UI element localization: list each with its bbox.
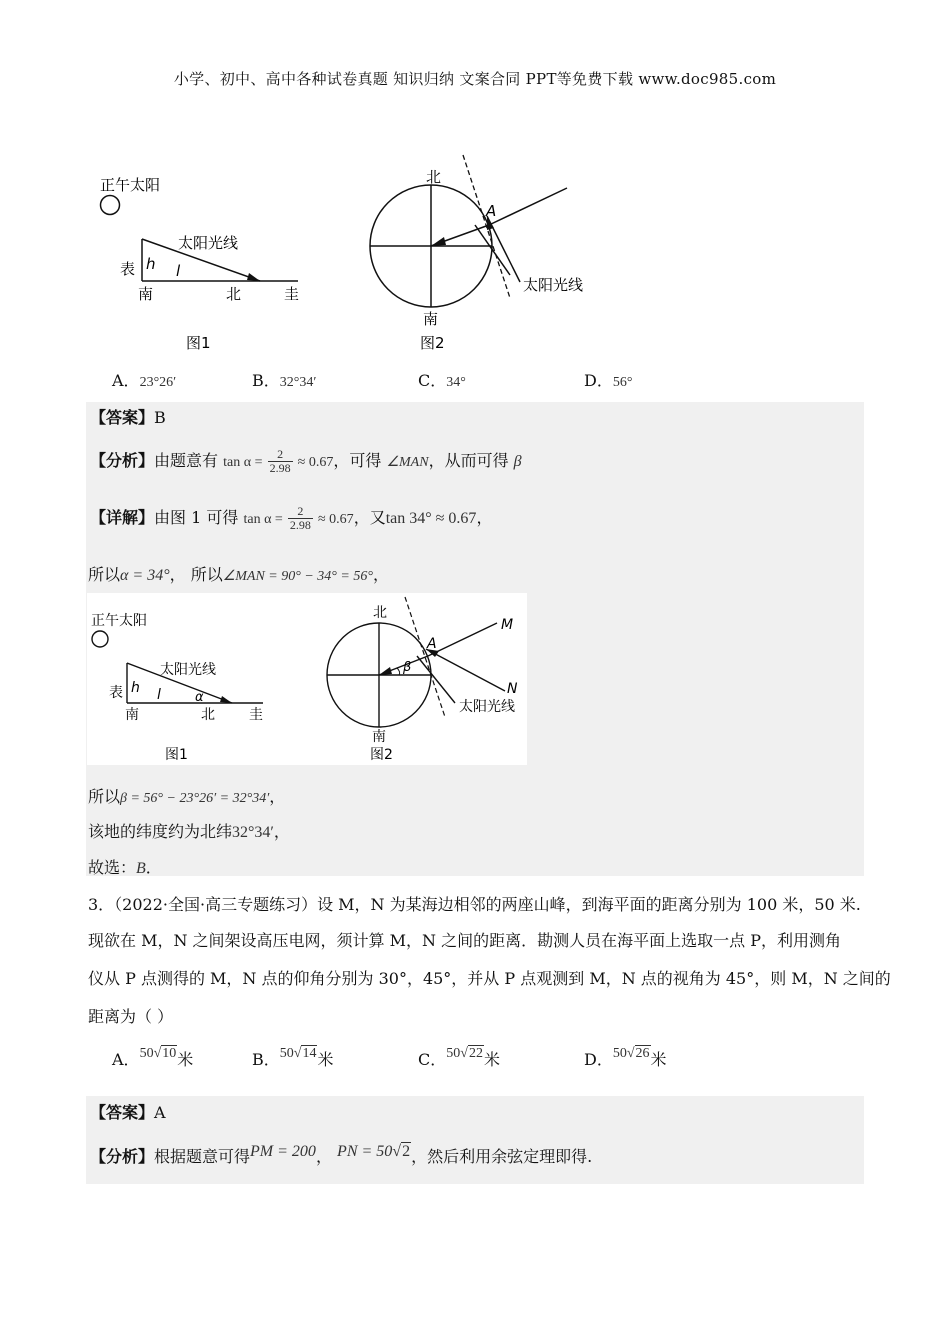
solution-line-6 bbox=[88, 819, 290, 842]
option-letter: C． bbox=[418, 371, 447, 390]
option-coef: 50 bbox=[139, 1046, 154, 1061]
fig2-a-label: A bbox=[486, 202, 497, 220]
sol-fig1-biao-label: 表 bbox=[109, 685, 123, 701]
fig1-south-label: 南 bbox=[138, 285, 154, 303]
formula-beta-eq: β = 56° − 23°26′ = 32°34′ bbox=[120, 791, 270, 806]
analysis-text: ，从而可得 bbox=[428, 451, 509, 470]
solution-figure bbox=[87, 593, 527, 765]
option-d[interactable] bbox=[584, 368, 632, 391]
question-figure bbox=[90, 150, 610, 360]
answer-value: B bbox=[154, 408, 166, 427]
answer-label: 【答案】 bbox=[90, 1103, 155, 1122]
q3-line-4: 距离为（ ） bbox=[88, 1007, 174, 1026]
solution-text: ， bbox=[269, 787, 286, 806]
fig1-h-label: h bbox=[146, 255, 156, 273]
solution-text: ， bbox=[273, 822, 290, 841]
fig1-l-label: l bbox=[176, 262, 181, 280]
sol-fig1-north-label: 北 bbox=[201, 707, 215, 723]
sol-fig1-sun-label: 正午太阳 bbox=[91, 613, 147, 629]
q3-line-1: 3．（2022·全国·高三专题练习）设 M，N 为某海边相邻的两座山峰，到海平面的距离分别为 100 米，50 米. bbox=[88, 895, 861, 914]
sol-fig2-south-label: 南 bbox=[372, 729, 386, 745]
q3-option-b[interactable]: B．50√14米 bbox=[252, 1046, 334, 1069]
option-a[interactable] bbox=[112, 368, 176, 391]
formula-tan34: tan 34° ≈ 0.67 bbox=[385, 510, 477, 527]
detail-text: 由图 1 可得 bbox=[154, 508, 239, 527]
solution-text: ， bbox=[372, 565, 389, 584]
option-letter: A． bbox=[112, 1050, 140, 1069]
page-header: 小学、初中、高中各种试卷真题 知识归纳 文案合同 PPT等免费下载 www.doc985.com bbox=[173, 70, 777, 88]
analysis-text: ，然后利用余弦定理即得. bbox=[411, 1147, 593, 1166]
solution-text: 该地的纬度约为北纬 bbox=[88, 822, 233, 841]
formula-approx: ≈ 0.67 bbox=[318, 512, 354, 527]
analysis-text: 由题意有 bbox=[154, 451, 219, 470]
formula-pn: PN = 50 bbox=[337, 1143, 393, 1160]
fig1-sun-label: 正午太阳 bbox=[100, 176, 161, 194]
option-c[interactable] bbox=[418, 368, 466, 391]
fig1-ray-label: 太阳光线 bbox=[178, 234, 239, 252]
fig2-south-label: 南 bbox=[423, 310, 439, 328]
fig1-biao-label: 表 bbox=[120, 260, 136, 278]
solution-text: ， 所以 bbox=[169, 565, 223, 584]
option-rad: 26 bbox=[635, 1046, 650, 1061]
answer-line bbox=[90, 405, 166, 428]
analysis-label: 【分析】 bbox=[90, 1147, 155, 1166]
answer-value: A bbox=[154, 1103, 166, 1122]
q3-line-3: 仪从 P 点测得的 M，N 点的仰角分别为 30°，45°，并从 P 点观测到 M，N 点的视角为 45°，则 M，N 之间的 bbox=[88, 969, 891, 988]
formula-beta: β bbox=[513, 453, 522, 470]
q3-option-c[interactable]: C．50√22米 bbox=[418, 1046, 500, 1069]
fig2-north-label: 北 bbox=[426, 168, 442, 186]
answer-label: 【答案】 bbox=[90, 408, 155, 427]
analysis-line bbox=[90, 448, 522, 475]
option-unit: 米 bbox=[177, 1050, 194, 1069]
option-rad: 14 bbox=[302, 1046, 317, 1061]
option-letter: D． bbox=[584, 371, 613, 390]
sol-fig1-h-label: h bbox=[131, 680, 140, 696]
sol-fig2-beta-label: β bbox=[403, 660, 412, 675]
sun-icon bbox=[101, 196, 120, 215]
solution-line-7 bbox=[88, 855, 162, 878]
fraction-den: 2.98 bbox=[269, 461, 291, 475]
option-coef: 50 bbox=[279, 1046, 294, 1061]
sol-fig1-ray-label: 太阳光线 bbox=[160, 662, 216, 678]
sol-fig1-gui-label: 圭 bbox=[249, 707, 263, 723]
option-unit: 米 bbox=[650, 1050, 667, 1069]
q3-solution-block bbox=[86, 1096, 864, 1184]
detail-text: ， bbox=[476, 508, 493, 527]
option-b[interactable] bbox=[252, 368, 316, 391]
detail-text: ，又 bbox=[353, 508, 386, 527]
option-coef: 50 bbox=[446, 1046, 461, 1061]
option-letter: D． bbox=[584, 1050, 613, 1069]
solution-text: ． bbox=[145, 858, 162, 877]
option-value: 23°26′ bbox=[139, 375, 177, 390]
sol-fig2-a-label: A bbox=[427, 636, 437, 652]
q3-option-d[interactable]: D．50√26米 bbox=[584, 1046, 667, 1069]
option-letter: A． bbox=[112, 371, 140, 390]
sol-fig1-alpha-label: α bbox=[195, 690, 204, 705]
option-value: 56° bbox=[612, 375, 633, 390]
detail-line bbox=[90, 505, 492, 532]
fig1-north-label: 北 bbox=[226, 285, 242, 303]
sol-fig2-ray-label: 太阳光线 bbox=[459, 699, 515, 715]
sol-fig1-caption: 图1 bbox=[165, 747, 188, 763]
fig2-ray-label: 太阳光线 bbox=[523, 276, 584, 294]
option-unit: 米 bbox=[317, 1050, 334, 1069]
fraction-den: 2.98 bbox=[289, 518, 311, 532]
fraction bbox=[268, 448, 293, 475]
option-letter: B． bbox=[252, 1050, 280, 1069]
q3-answer-line bbox=[90, 1100, 166, 1123]
ray-m-line bbox=[489, 188, 567, 225]
sol-fig2-n-label: N bbox=[507, 681, 518, 697]
solution-text: 故选： bbox=[88, 858, 137, 877]
sol-fig2-caption: 图2 bbox=[370, 747, 393, 763]
formula-pm: PM = 200 bbox=[250, 1143, 316, 1160]
formula-tan-alpha: tan α = bbox=[223, 455, 263, 470]
figure-background bbox=[87, 593, 527, 765]
option-rad: 22 bbox=[468, 1046, 483, 1061]
arrowhead-icon bbox=[431, 237, 446, 246]
formula-latitude: 32°34′ bbox=[232, 824, 274, 841]
formula-pn-rad: 2 bbox=[402, 1143, 411, 1160]
sol-fig2-m-label: M bbox=[501, 617, 514, 633]
analysis-text: ， bbox=[315, 1147, 332, 1166]
formula-tan-alpha: tan α = bbox=[243, 512, 283, 527]
analysis-label: 【分析】 bbox=[90, 451, 155, 470]
option-letter: B． bbox=[252, 371, 280, 390]
q3-analysis-line: 【分析】根据题意可得PM = 200， PN = 50√2，然后利用余弦定理即得. bbox=[90, 1143, 593, 1166]
formula-angle-man: ∠MAN bbox=[386, 455, 429, 470]
formula-approx: ≈ 0.67 bbox=[297, 455, 334, 470]
fraction-num: 2 bbox=[268, 448, 293, 462]
option-rad: 10 bbox=[162, 1046, 177, 1061]
option-value: 32°34′ bbox=[279, 375, 317, 390]
fig1-caption: 图1 bbox=[186, 334, 211, 352]
formula-choice: B bbox=[136, 860, 146, 877]
q3-option-a[interactable]: A．50√10米 bbox=[112, 1046, 194, 1069]
solution-line-4 bbox=[88, 562, 389, 585]
fraction bbox=[288, 505, 313, 532]
fig1-gui-label: 圭 bbox=[284, 285, 300, 303]
analysis-text: 根据题意可得 bbox=[154, 1147, 251, 1166]
detail-label: 【详解】 bbox=[90, 508, 155, 527]
formula-alpha: α = 34° bbox=[120, 567, 170, 584]
arrowhead-icon bbox=[247, 273, 260, 281]
sol-fig2-north-label: 北 bbox=[373, 605, 387, 621]
solution-text: 所以 bbox=[88, 787, 121, 806]
option-letter: C． bbox=[418, 1050, 447, 1069]
fraction-num: 2 bbox=[288, 505, 313, 519]
sol-fig1-south-label: 南 bbox=[125, 707, 139, 723]
q3-line-2: 现欲在 M，N 之间架设高压电网，须计算 M，N 之间的距离．勘测人员在海平面上选取一点 P，利用测角 bbox=[88, 931, 841, 950]
solution-line-5 bbox=[88, 784, 285, 807]
option-unit: 米 bbox=[483, 1050, 500, 1069]
sol-fig1-l-label: l bbox=[157, 687, 161, 703]
formula-man: ∠MAN = 90° − 34° = 56° bbox=[222, 569, 373, 584]
analysis-text: ，可得 bbox=[333, 451, 382, 470]
option-coef: 50 bbox=[612, 1046, 627, 1061]
option-value: 34° bbox=[446, 375, 466, 390]
solution-text: 所以 bbox=[88, 565, 121, 584]
fig2-caption: 图2 bbox=[420, 334, 445, 352]
